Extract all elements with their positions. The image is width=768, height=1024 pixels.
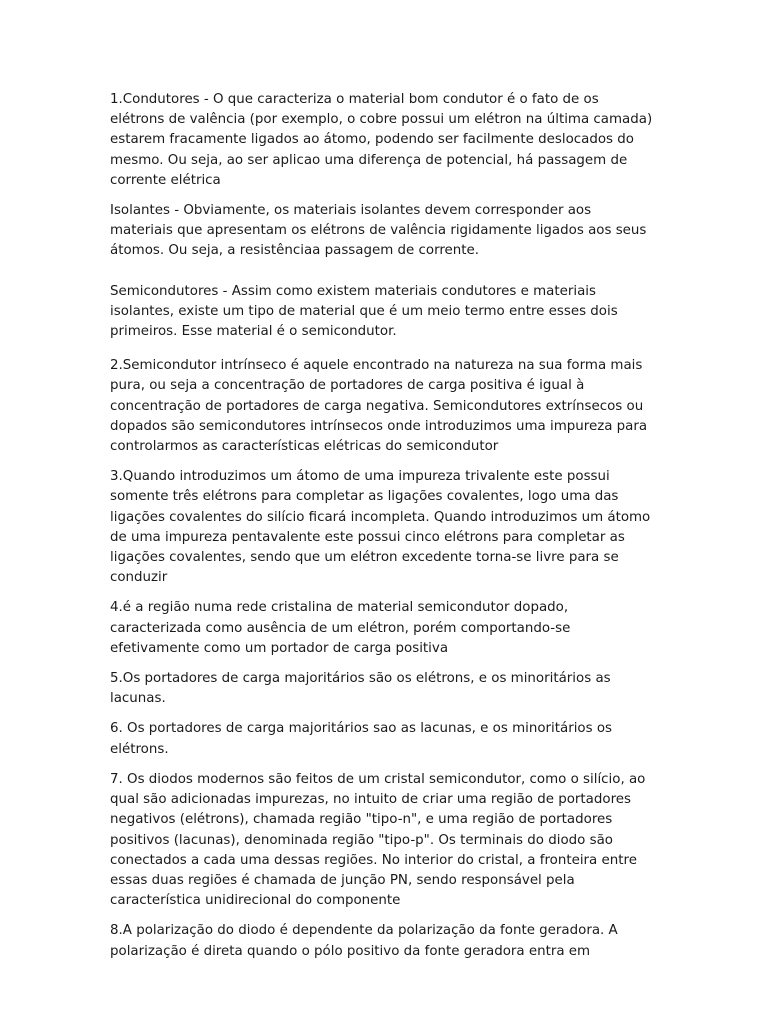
paragraph-6-portadores-p: 6. Os portadores de carga majoritários sao as lacunas, e os minoritários os elétrons. — [110, 721, 613, 757]
paragraph-isolantes: Isolantes - Obviamente, os materiais isolantes devem corresponder aos materiais que apresentam os elétrons de valência rigidamente ligados aos seus átomos. Ou seja, a resistênciaa passagem de corrente. — [110, 203, 647, 259]
paragraph-2-semicondutor-intrinseco: 2.Semicondutor intrínseco é aquele encontrado na natureza na sua forma mais pura, ou seja a concentração de portadores de carga positiva é igual à concentração de portadores de carga negativa. Semicondutores extrínsecos ou dopados são semicondutores intrínsecos onde introduzimos uma impureza para controlarmos as características elétricas do semicondutor — [110, 358, 648, 455]
paragraph-8-polarizacao: 8.A polarização do diodo é dependente da polarização da fonte geradora. A polarização é direta quando o pólo positivo da fonte geradora entra em — [110, 923, 618, 959]
paragraph-condutores: 1.Condutores - O que caracteriza o material bom condutor é o fato de os elétrons de valência (por exemplo, o cobre possui um elétron na última camada) estarem fracamente ligados ao átomo, podendo ser facilmente deslocados do mesmo. Ou seja, ao ser aplicao uma diferença de potencial, há passagem de corrente elétrica — [110, 92, 653, 188]
paragraph-7-diodos: 7. Os diodos modernos são feitos de um cristal semicondutor, como o silício, ao qual são adicionadas impurezas, no intuito de criar uma região de portadores negativos (elétrons), chamada região "tipo-n", e uma região de portadores positivos (lacunas), denominada região "tipo-p". Os terminais do diodo são conectados a cada uma dessas regiões. No interior do cristal, a fronteira entre essas duas regiões é chamada de junção PN, sendo responsável pela característica unidirecional do componente — [110, 771, 646, 909]
document-page — [110, 90, 655, 972]
paragraph-4-lacuna: 4.é a região numa rede cristalina de material semicondutor dopado, caracterizada como ausência de um elétron, porém comportando-se efetivamente como um portador de carga positiva — [110, 600, 571, 656]
paragraph-3-impurezas: 3.Quando introduzimos um átomo de uma impureza trivalente este possui somente três elétrons para completar as ligações covalentes, logo uma das ligações covalentes do silício ficará incompleta. Quando introduzimos um átomo de uma impureza pentavalente este possui cinco elétrons para completar as ligações covalentes, sendo que um elétron excedente torna-se livre para se conduzir — [110, 469, 651, 586]
paragraph-5-portadores-n: 5.Os portadores de carga majoritários são os elétrons, e os minoritários as lacunas. — [110, 671, 611, 707]
paragraph-semicondutores: Semicondutores - Assim como existem materiais condutores e materiais isolantes, existe um tipo de material que é um meio termo entre esses dois primeiros. Esse material é o semicondutor. — [110, 283, 618, 340]
